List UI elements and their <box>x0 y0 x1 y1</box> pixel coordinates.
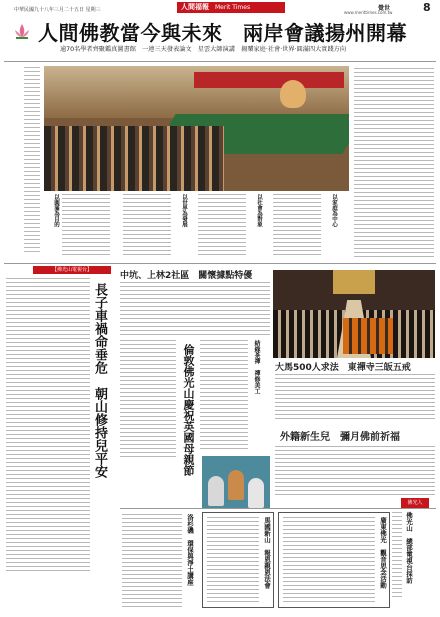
page-header <box>4 2 436 15</box>
newspaper-logo[interactable] <box>177 2 285 13</box>
practice-title: 以圓滿為目的 <box>53 194 59 227</box>
article-text <box>392 512 402 600</box>
lead-story-column-right <box>352 66 436 261</box>
practice-title: 以家庭為中心 <box>331 194 337 227</box>
practice-column <box>196 192 264 262</box>
divider <box>4 61 436 62</box>
brand-name: 人間福報 <box>181 3 209 11</box>
lotus-icon <box>12 21 32 41</box>
article-text <box>122 514 182 610</box>
article-text <box>24 67 40 255</box>
story-headline[interactable]: 結緣茶禪 禪修美工 <box>253 340 260 394</box>
story-headline[interactable]: 倫敦佛光山慶祝英國母親節 <box>182 344 195 476</box>
practice-column <box>271 192 339 262</box>
four-practices-panel <box>44 192 349 262</box>
story-tag: 【佛光山電視台】 <box>33 266 111 274</box>
brand-name-english: Merit Times <box>215 4 251 11</box>
story-headline[interactable]: 洛杉磯 環保與淨土講座 <box>186 514 194 586</box>
practice-column <box>121 192 189 262</box>
article-text <box>120 340 176 460</box>
issue-date: 中華民國九十八年三月二十五日 星期三 <box>14 7 101 13</box>
website-url[interactable]: www.merittimes.com.tw <box>344 10 393 15</box>
article-text <box>200 340 248 452</box>
lead-story-masthead <box>4 16 436 60</box>
article-text <box>120 282 270 338</box>
article-text <box>6 278 90 574</box>
story-headline[interactable]: 中坑、上林2社區 關懷據點特優 <box>120 271 253 281</box>
sidebar-box <box>202 512 274 608</box>
sidebar-box <box>278 512 390 608</box>
conference-photo <box>44 66 349 191</box>
story-headline[interactable]: 佛光山 總部電視台採訪 <box>405 512 413 584</box>
story-headline[interactable]: 外籍新生兒 彌月佛前祈福 <box>280 432 400 443</box>
story-headline[interactable]: 廣東佛光 觀音思念活動 <box>379 517 387 589</box>
story-headline[interactable]: 馬國新山 報恩親恩法會 <box>263 517 271 589</box>
story-headline[interactable]: 大馬500人求法 東禪寺三皈五戒 <box>275 363 411 373</box>
page-number: 8 <box>423 1 431 14</box>
precepts-ceremony-photo <box>273 270 435 358</box>
divider <box>120 508 436 509</box>
blessing-ceremony-photo <box>202 456 270 508</box>
practice-column <box>46 192 114 262</box>
article-text <box>275 374 435 422</box>
section-tag: 佛光人 <box>401 498 429 508</box>
section-name: 覺世 <box>378 5 391 12</box>
divider <box>4 263 436 264</box>
story-headline[interactable]: 長子車禍命垂危 朝山修持兒平安 <box>92 283 107 478</box>
article-text <box>275 446 435 498</box>
main-headline: 人間佛教當今與未來 兩岸會議揚州開幕 <box>38 21 407 45</box>
practice-title: 以世界為發展 <box>181 194 187 227</box>
lead-story-column-left <box>8 65 42 260</box>
practice-title: 以社會為對象 <box>256 194 262 227</box>
main-subheadline: 逾70名學者齊聚鑑真圖書館 一連三天發表論文 星雲大師演講 揭櫫家庭‧社會‧世界‧圓滿四大實踐方向 <box>60 46 347 53</box>
